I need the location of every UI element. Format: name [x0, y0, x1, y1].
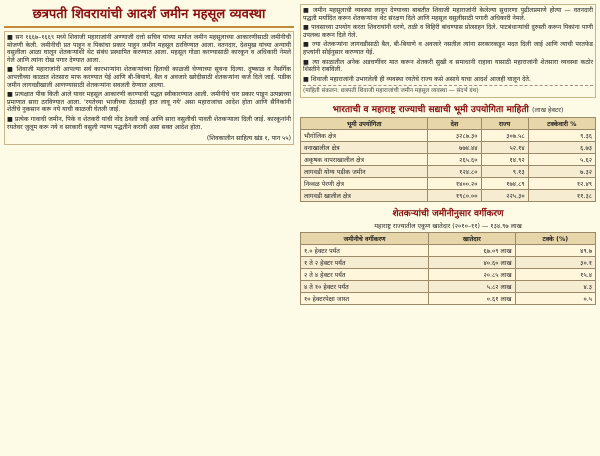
page-title: छत्रपती शिवरायांची आदर्श जमीन महसूल व्यवस्था	[4, 4, 294, 28]
table-row	[301, 178, 596, 190]
paragraph: ■ शिवाजी महाराजांनी आपल्या सर्व कारभाऱ्यांना शेतकऱ्यांच्या हिताची काळजी घेण्याच्या सूचना दिल्या. दुष्काळ व नैसर्गिक आपत्तीच्या काळात शेतसारा माफ करण्यात येई आणि बी-बियाणे, बैल व अवजारे खरेदीसाठी शेतकऱ्यांना कर्ज दिले जाई. पडीक जमीन लागवडीखाली आणण्यासाठी शेतकऱ्यांना सवलती देण्यात आल्या.	[7, 66, 291, 89]
table-cell: २ ते ४ हेक्टर पर्यंत	[301, 269, 429, 281]
landholding-subtitle: महाराष्ट्र राज्यातील एकूण खातेदार (२०१०–११) — १३४.९७ लाख	[374, 223, 522, 231]
landholding-table	[300, 232, 596, 305]
table-cell: १४००.२०	[428, 178, 481, 190]
table-cell: ४.३	[515, 281, 595, 293]
table-row	[301, 281, 596, 293]
paragraph: ■ प्रत्यक्षात पीक किती आले यावर महसूल आकारणी करण्याची पद्धत स्वीकारण्यात आली. जमीनीचे चार प्रकार पाडून उत्पन्नाच्या प्रमाणात सारा ठरविण्यात आला. 'रयतेच्या भाजीच्या देठासही हात लावू नये' असा महाराजांचा आदेश होता आणि सैनिकांनी शेतीचे नुकसान करू नये याची काळजी घेतली जाई.	[7, 91, 291, 114]
table-cell: ७.३२	[528, 166, 595, 178]
table-row	[301, 245, 596, 257]
table-cell: ०.६१ लाख	[429, 293, 515, 305]
paragraph: ■ त्या काळातील अनेक अडचणींवर मात करून शेतकरी सुखी व समाधानी राहावा यासाठी महाराजांनी शेतसारा व्यवस्था कठोर शिस्तीने राबविली.	[303, 58, 593, 74]
reforms-box	[300, 4, 596, 98]
article-box	[4, 31, 294, 145]
table-row	[301, 269, 596, 281]
table-cell: १२.४९	[528, 178, 595, 190]
column-header: जमीनीचे वर्गीकरण	[301, 233, 429, 245]
table-cell: ५.६२	[528, 154, 595, 166]
table-cell: २०.८५ लाख	[429, 269, 515, 281]
table-cell: ३२८७.३०	[428, 130, 481, 142]
note: (माहिती संकलन: छत्रपती शिवाजी महाराजांची जमीन महसूल व्यवस्था — संदर्भ ग्रंथ)	[303, 85, 593, 95]
table-cell: १७४.८९	[481, 178, 528, 190]
table-cell: ७७४.४४	[428, 142, 481, 154]
table-cell: ११.३८	[528, 190, 595, 202]
table-cell: अकृषक वापराखालील क्षेत्र	[301, 154, 428, 166]
table-cell: लागवडी खालील क्षेत्र	[301, 190, 428, 202]
table-cell: २२५.३०	[481, 190, 528, 202]
table-header-row	[301, 118, 596, 130]
column-header: देश	[428, 118, 481, 130]
table-cell: ४ ते १० हेक्टर पर्यंत	[301, 281, 429, 293]
land-use-unit: (लाख हेक्टर)	[531, 106, 564, 115]
land-use-table-title	[300, 102, 596, 115]
landholding-table-title: शेतकऱ्यांची जमीनीनुसार वर्गीकरण	[392, 209, 504, 220]
table-cell: लागवडी योग्य पडीक जमीन	[301, 166, 428, 178]
paragraph: ■ पावसाच्या उपयोग करता शिवरायांनी धरणे, तळी व विहिरी बांधण्यास प्रोत्साहन दिले. पाटबंधाऱ्यांची दुरुस्ती करून पिकांना पाणी उपलब्ध करून दिले गेले.	[303, 24, 593, 39]
table-row	[301, 130, 596, 142]
column-header: राज्य	[481, 118, 528, 130]
table-cell: निव्वळ पेरणी क्षेत्र	[301, 178, 428, 190]
source-citation: (शिवकालीन साहित्य खंड १, पान ५५)	[206, 135, 291, 143]
table-cell: १ ते २ हेक्टर पर्यंत	[301, 257, 429, 269]
table-cell: वनाखालील क्षेत्र	[301, 142, 428, 154]
table-cell: १० हेक्टरपेक्षा जास्त	[301, 293, 429, 305]
table-cell: ४९.७	[515, 245, 595, 257]
table-cell: ९.३६	[528, 130, 595, 142]
table-cell: २६५.६०	[428, 154, 481, 166]
table-row	[301, 154, 596, 166]
table-cell: १४.९२	[481, 154, 528, 166]
left-column	[4, 4, 294, 452]
table-cell: ५२.१४	[481, 142, 528, 154]
table-row	[301, 257, 596, 269]
column-header: खातेदार	[429, 233, 515, 245]
right-column	[300, 4, 596, 452]
table-cell: ४०.६० लाख	[429, 257, 515, 269]
table-cell: १५.४	[515, 269, 595, 281]
table-cell: ०.५	[515, 293, 595, 305]
table-cell: भौगोलिक क्षेत्र	[301, 130, 428, 142]
paragraph: ■ शिवाजी महाराजांनी उभारलेली ही व्यवस्था रयतेचे राज्य कसे असावे याचा आदर्श आजही घालून देते.	[303, 75, 531, 83]
table-cell: १२४.८०	[428, 166, 481, 178]
table-cell: ३०.१	[515, 257, 595, 269]
paragraph: ■ प्रत्येक गावाची जमीन, पिके व शेतकरी यांची नोंद ठेवली जाई आणि सारा वसुलीची पावती शेतकऱ्याला दिली जाई. कारकूनांनी रयतेवर जुलूम करू नये व सरकारी वसुली न्याय्य पद्धतीने करावी असा सक्त आदेश होता.	[7, 115, 291, 131]
column-header: टक्के (%)	[515, 233, 595, 245]
column-header: भूमी उपयोगिता	[301, 118, 428, 130]
table-row	[301, 293, 596, 305]
paragraph: ■ सन १६६७–१६६९ मध्ये शिवाजी महाराजांनी अण्णाजी दत्तो सचिव यांच्या मार्फत जमीन महसूलाच्या आकारणीसाठी जमीनीची मोजणी केली. जमीनीची प्रत पाहून व पिकांचा प्रकार पाहून जमीन महसूल ठरविण्यात आला. वतनदार, देशमुख यांच्या अन्यायी वसुलीला आळा घालून शेतकऱ्यांशी थेट संबंध प्रस्थापित करण्यात आला. महसूल गोळा करण्यासाठी कारकून व अधिकारी नेमले गेले आणि त्यांना रोख पगार देण्यात आला.	[7, 34, 291, 64]
table-cell: ३०७.५८	[481, 130, 528, 142]
table-cell: ६७.०९ लाख	[429, 245, 515, 257]
table-header-row	[301, 233, 596, 245]
table-cell: ६.७३	[528, 142, 595, 154]
land-use-table	[300, 117, 596, 202]
table-row	[301, 166, 596, 178]
column-header: टक्केवारी %	[528, 118, 595, 130]
table-row	[301, 142, 596, 154]
paragraph: ■ जमीन महसूलाची व्यवस्था लावून देण्याच्या बाबतीत शिवाजी महाराजांनी केलेल्या सुधारणा पुढीलप्रमाणे होत्या — वतनदारी पद्धती मर्यादित करून शेतकऱ्यांना थेट संरक्षण दिले आणि महसूल वसुलीसाठी पगारी अधिकारी नेमले.	[303, 7, 593, 22]
table-cell: १.० हेक्टर पर्यंत	[301, 245, 429, 257]
table-row	[301, 190, 596, 202]
table-cell: ९.१३	[481, 166, 528, 178]
land-use-title-text: भारताची व महाराष्ट्र राज्याची सद्याची भूमी उपयोगिता माहिती	[332, 105, 529, 116]
table-cell: ५.८२ लाख	[429, 281, 515, 293]
table-cell: १९८०.००	[428, 190, 481, 202]
paragraph: ■ ज्या शेतकऱ्यांना लागवडीसाठी बैल, बी-बियाणे व अवजारे नसतील त्यांना सरकारकडून मदत दिली जाई आणि त्याची परतफेड हप्त्यांनी सोईनुसार करण्यात येई.	[303, 41, 593, 56]
